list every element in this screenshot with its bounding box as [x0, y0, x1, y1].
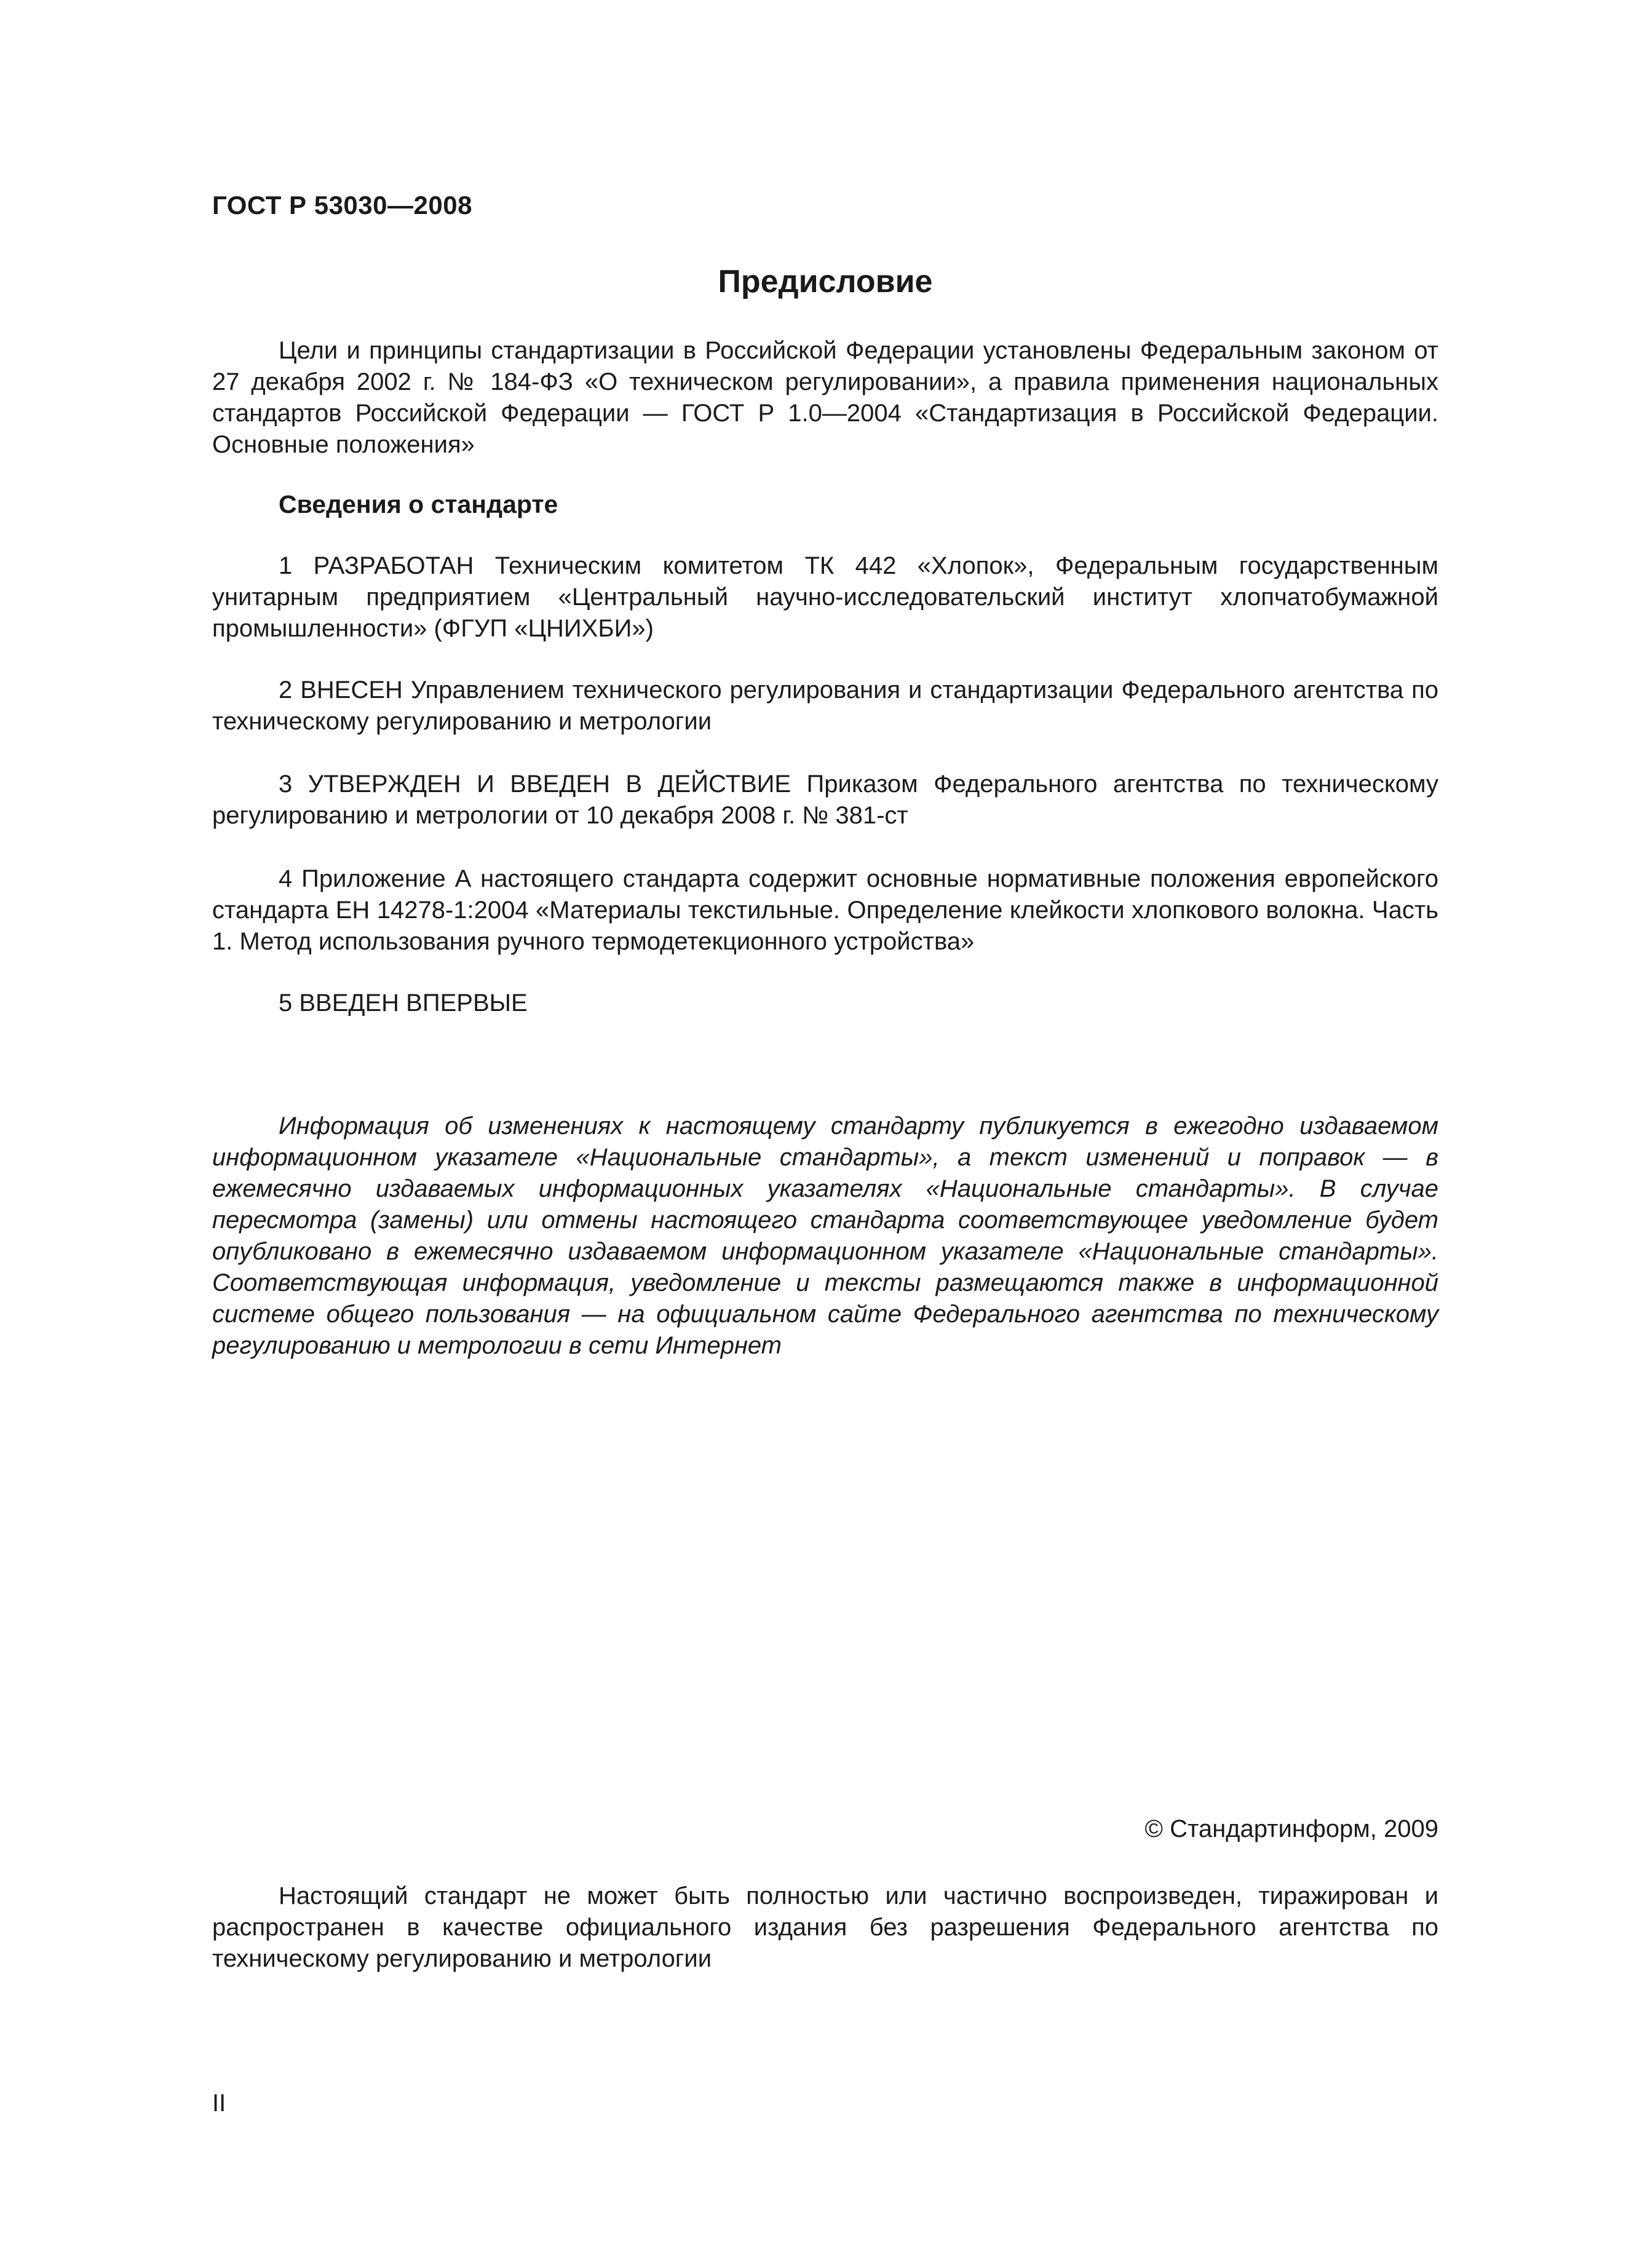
- standard-info-item-5: 5 ВВЕДЕН ВПЕРВЫЕ: [279, 989, 528, 1017]
- document-code: ГОСТ Р 53030—2008: [212, 191, 472, 220]
- amendments-notice: Информация об изменениях к настоящему стандарту публикуется в ежегодно издаваемом информационном указателе «Национальные стандарты», а текст изменений и поправок — в ежемесячно издаваемых информационных указателях «Национальные стандарты». В случае пересмотра (замены) или отмены настоящего стандарта соответствующее уведомление будет опубликовано в ежемесячно издаваемом информационном указателе «Национальные стандарты». Соответствующая информация, уведомление и тексты размещаются также в информационной системе общего пользования — на официальном сайте Федерального агентства по техническому регулированию и метрологии в сети Интернет: [212, 1112, 1438, 1359]
- page-number: II: [212, 2090, 226, 2117]
- reproduction-notice: Настоящий стандарт не может быть полностью или частично воспроизведен, тиражирован и распространен в качестве официального издания без разрешения Федерального агентства по техническому регулированию и метрологии: [212, 1882, 1438, 1972]
- foreword-intro: Цели и принципы стандартизации в Российской Федерации установлены Федеральным законом от 27 декабря 2002 г. № 184-ФЗ «О техническом регулировании», а правила применения национальных стандартов Российской Федерации — ГОСТ Р 1.0—2004 «Стандартизация в Российской Федерации. Основные положения»: [212, 337, 1438, 458]
- standard-info-item-1: 1 РАЗРАБОТАН Техническим комитетом ТК 442 «Хлопок», Федеральным государственным унитарным предприятием «Центральный научно-исследовательский институт хлопчатобумажной промышленности» (ФГУП «ЦНИХБИ»): [212, 552, 1438, 642]
- foreword-title: Предисловие: [718, 264, 933, 299]
- standard-info-item-4: 4 Приложение А настоящего стандарта содержит основные нормативные положения европейского стандарта ЕН 14278-1:2004 «Материалы текстильные. Определение клейкости хлопкового волокна. Часть 1. Метод использования ручного термодетекционного устройства»: [212, 865, 1438, 955]
- copyright-line: © Стандартинформ, 2009: [1144, 1815, 1438, 1842]
- standard-info-item-2: 2 ВНЕСЕН Управлением технического регулирования и стандартизации Федерального агентства по техническому регулированию и метрологии: [212, 676, 1438, 735]
- standard-info-heading: Сведения о стандарте: [279, 490, 558, 518]
- standard-info-item-3: 3 УТВЕРЖДЕН И ВВЕДЕН В ДЕЙСТВИЕ Приказом Федерального агентства по техническому регулированию и метрологии от 10 декабря 2008 г. № 381-ст: [212, 771, 1438, 829]
